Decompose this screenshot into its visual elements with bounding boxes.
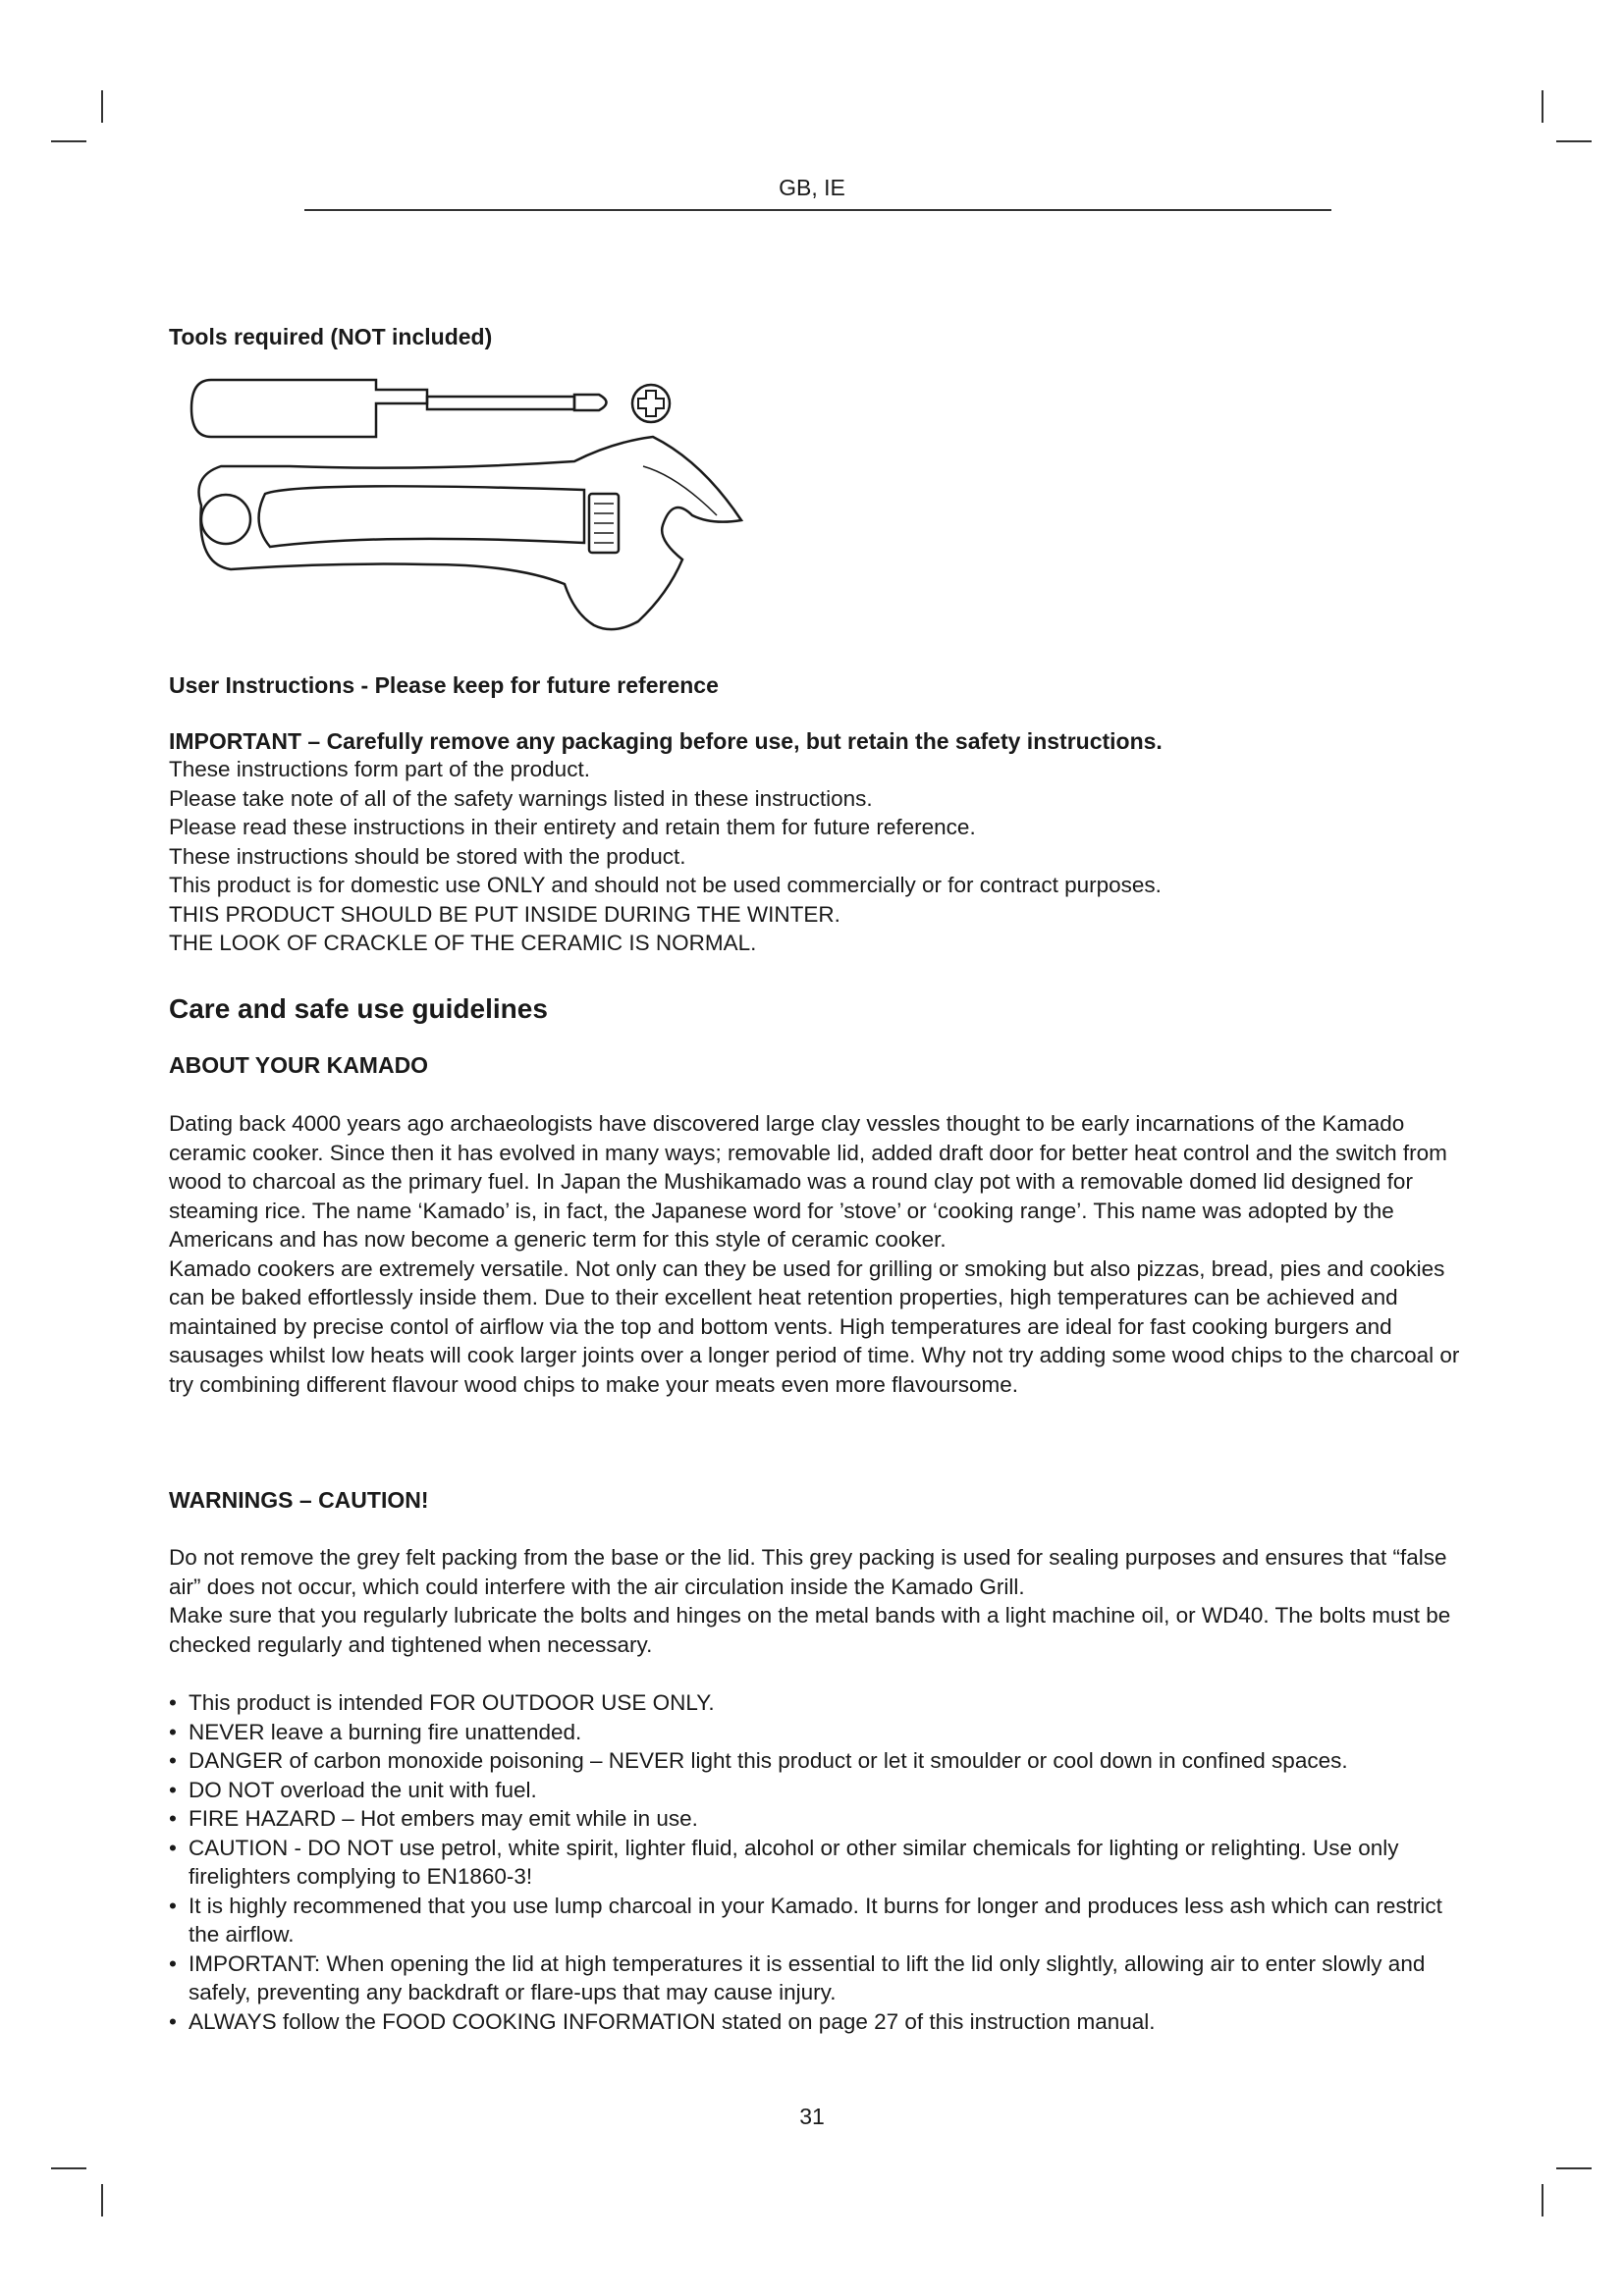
instruction-line: Please take note of all of the safety warnings listed in these instructions.	[169, 785, 873, 811]
user-instructions-heading: User Instructions - Please keep for future reference	[169, 672, 719, 698]
instruction-line: Please read these instructions in their entirety and retain them for future reference.	[169, 815, 976, 839]
bullet-icon: •	[169, 2008, 177, 2034]
warnings-paragraph: Make sure that you regularly lubricate the bolts and hinges on the metal bands with a light machine oil, or WD40. The bolts must be checked regularly and tightened when necessary.	[169, 1603, 1451, 1657]
instruction-line: These instructions form part of the product.	[169, 757, 590, 781]
care-section-title: Care and safe use guidelines	[169, 993, 548, 1024]
list-item: • DO NOT overload the unit with fuel.	[169, 1776, 1465, 1805]
bullet-icon: •	[169, 1893, 177, 1918]
about-paragraph: Dating back 4000 years ago archaeologists have discovered large clay vessles thought to be early incarnations of the Kamado ceramic cooker. Since then it has evolved in many ways; removable lid, added draft door for better heat control and the switch from wood to charcoal as the primary fuel. In Japan the Mushikamado was a round clay pot with a removable domed lid designed for steaming rice. The name ‘Kamado’ is, in fact, the Japanese word for ’stove’ or ‘cooking range’. This name was adopted by the Americans and has now become a generic term for this style of ceramic cooker.	[169, 1111, 1447, 1252]
about-kamado-heading: ABOUT YOUR KAMADO	[169, 1052, 429, 1078]
list-item: • FIRE HAZARD – Hot embers may emit while in use.	[169, 1804, 1465, 1834]
bullet-icon: •	[169, 1719, 177, 1744]
bullet-icon: •	[169, 1806, 177, 1831]
crop-mark	[101, 90, 103, 123]
warnings-paragraph: Do not remove the grey felt packing from the base or the lid. This grey packing is used for sealing purposes and ensures that “false air” does not occur, which could interfere with the air circulation inside the Kamado Grill.	[169, 1545, 1447, 1599]
page-number: 31	[799, 2104, 825, 2129]
list-item: • IMPORTANT: When opening the lid at high temperatures it is essential to lift the lid only slightly, allowing air to enter slowly and safely, preventing any backdraft or flare-ups that may cause injury.	[169, 1950, 1426, 2004]
adjustable-wrench-icon	[199, 437, 742, 629]
important-notice: IMPORTANT – Carefully remove any packaging before use, but retain the safety instructions.	[169, 728, 1163, 754]
crop-mark	[51, 140, 86, 142]
crop-mark	[1542, 2184, 1543, 2216]
crop-mark	[51, 2167, 86, 2169]
instruction-line: These instructions should be stored with the product.	[169, 843, 686, 869]
header-rule	[304, 209, 1331, 211]
crop-mark	[1542, 90, 1543, 123]
bullet-icon: •	[169, 1950, 177, 1976]
warnings-list	[169, 1688, 1465, 2036]
crop-mark	[1556, 140, 1592, 142]
list-item: • ALWAYS follow the FOOD COOKING INFORMATION stated on page 27 of this instruction manual.	[169, 2007, 1465, 2037]
crop-mark	[1556, 2167, 1592, 2169]
bullet-icon: •	[169, 1748, 177, 1773]
list-item: • This product is intended FOR OUTDOOR USE ONLY.	[169, 1688, 1465, 1718]
instruction-line: THIS PRODUCT SHOULD BE PUT INSIDE DURING THE WINTER.	[169, 901, 840, 927]
list-item: • DANGER of carbon monoxide poisoning – NEVER light this product or let it smoulder or cool down in confined spaces.	[169, 1746, 1465, 1776]
about-paragraph: Kamado cookers are extremely versatile. Not only can they be used for grilling or smoking but also pizzas, bread, pies and cookies can be baked effortlessly inside them. Due to their excellent heat retention properties, high temperatures can be achieved and maintained by precise contol of airflow via the top and bottom vents. High temperatures are ideal for fast cooking burgers and sausages whilst low heats will cook larger joints over a longer period of time. Why not try adding some wood chips to the charcoal or try combining different flavour wood chips to make your meats even more flavoursome.	[169, 1255, 1460, 1397]
list-item: • CAUTION - DO NOT use petrol, white spirit, lighter fluid, alcohol or other similar chemicals for lighting or relighting. Use only firelighters complying to EN1860-3!	[169, 1835, 1399, 1889]
bullet-icon: •	[169, 1777, 177, 1802]
bullet-icon: •	[169, 1835, 177, 1860]
region-label: GB, IE	[779, 175, 845, 200]
warnings-heading: WARNINGS – CAUTION!	[169, 1487, 429, 1513]
bullet-icon: •	[169, 1690, 177, 1715]
instruction-line: THE LOOK OF CRACKLE OF THE CERAMIC IS NORMAL.	[169, 931, 757, 955]
instruction-line: This product is for domestic use ONLY and should not be used commercially or for contract purposes.	[169, 873, 1162, 897]
tools-heading: Tools required (NOT included)	[169, 324, 493, 349]
list-item: • It is highly recommened that you use lump charcoal in your Kamado. It burns for longer and produces less ash which can restrict the airflow.	[169, 1893, 1442, 1947]
tools-illustration	[182, 368, 751, 643]
crop-mark	[101, 2184, 103, 2216]
screwdriver-icon	[191, 380, 670, 437]
list-item: • NEVER leave a burning fire unattended.	[169, 1718, 1465, 1747]
